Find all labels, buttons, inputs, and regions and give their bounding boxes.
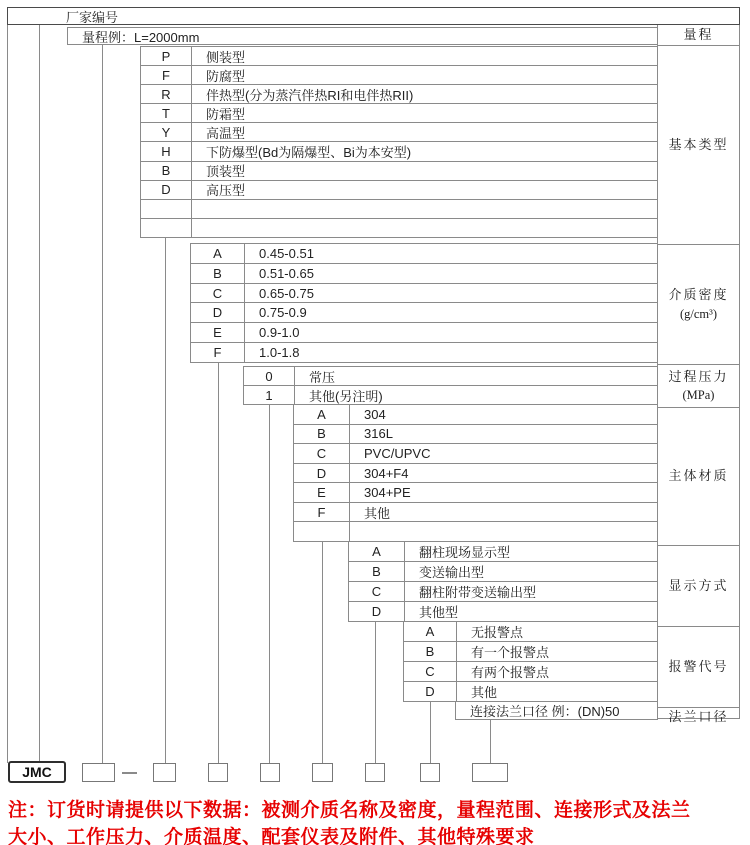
range-example-label: 量程例：L=2000mm [82,29,200,45]
label-display: 显示方式 [658,546,739,627]
material-table-desc-cell: 316L [364,426,393,442]
base-type-table-row [141,142,657,161]
base-type-table-row [141,47,657,66]
model-prefix-label: JMC [22,764,52,780]
material-table-code-cell: C [294,444,350,463]
factory-number-box [7,7,740,25]
flange-size-row-desc-cell: 连接法兰口径 例：(DN)50 [470,704,620,719]
base-type-table-code-cell: T [141,104,192,122]
base-type-table [140,46,658,238]
display-mode-table-desc-cell: 翻柱附带变送输出型 [419,585,537,600]
density-table-code-cell: B [191,264,245,283]
material-table-row [294,444,657,464]
model-field-alarm-box [420,763,440,782]
density-table-desc-cell: 0.45-0.51 [259,245,314,261]
base-type-table-desc-cell: 防腐型 [206,68,246,84]
model-field-base-box [153,763,176,782]
density-table-code-cell: E [191,323,245,342]
display-mode-table-code-cell: C [349,582,405,601]
density-table-desc-cell: 1.0-1.8 [259,345,300,361]
connector-line-display [375,621,376,763]
alarm-code-table-row [404,642,657,662]
density-table-desc-cell: 0.9-1.0 [259,325,300,341]
material-table-code-cell: D [294,464,350,483]
model-field-range-box [82,763,115,782]
display-mode-table-code-cell: D [349,602,405,621]
base-type-table-row [141,123,657,142]
alarm-code-table-code-cell: B [404,642,457,661]
material-table-code-cell [294,522,350,541]
label-density: 介质密度 (g/cm³) [658,245,739,365]
density-table-desc-cell: 0.51-0.65 [259,265,314,281]
display-mode-table [348,541,658,622]
base-type-table-code-cell: D [141,181,192,199]
alarm-code-table-desc-cell: 无报警点 [471,625,524,640]
display-mode-table-desc-cell: 变送输出型 [419,565,485,580]
alarm-code-table-desc-cell: 其他 [471,685,498,700]
connector-line-frame [7,25,8,763]
ordering-note-line1: 注：订货时请提供以下数据：被测介质名称及密度，量程范围、连接形式及法兰 [8,800,691,821]
ordering-note-line2: 大小、工作压力、介质温度、配套仪表及附件、其他特殊要求 [8,827,535,845]
model-field-flange-box [472,763,508,782]
material-table-row [294,464,657,484]
label-pressure: 过程压力 (MPa) [658,365,739,408]
display-mode-table-desc-cell: 其他型 [419,605,459,620]
density-table-desc-cell: 0.65-0.75 [259,285,314,301]
base-type-table-code-cell: B [141,162,192,180]
base-type-table-desc-cell [192,200,657,218]
base-type-table-desc-cell: 高温型 [206,125,246,141]
material-table-code-cell: F [294,503,350,522]
density-table-desc-cell: 0.75-0.9 [259,305,307,321]
base-type-table-row [141,66,657,85]
material-table [293,404,658,542]
dash-separator [122,772,137,774]
label-flange: 法兰口径 [668,708,729,724]
alarm-code-table-code-cell: D [404,682,457,701]
alarm-code-table-desc-cell: 有一个报警点 [471,645,550,660]
density-table-row [191,343,657,362]
label-base-type: 基本类型 [658,46,739,245]
connector-line-range [102,45,103,763]
density-table-code-cell: F [191,343,245,362]
alarm-code-table-code-cell: C [404,662,457,681]
display-mode-table-code-cell: A [349,542,405,561]
density-table-row [191,303,657,323]
base-type-table-row [141,104,657,123]
base-type-table-code-cell [141,219,192,237]
connector-line-alarm [430,701,431,763]
base-type-table-code-cell: Y [141,123,192,141]
pressure-table-code-cell: 1 [244,386,295,404]
base-type-table-row [141,162,657,181]
alarm-code-table-code-cell: A [404,622,457,641]
ordering-note [8,797,748,845]
material-table-desc-cell: 304+PE [364,485,411,501]
density-table-row [191,264,657,284]
model-field-density-box [208,763,228,782]
base-type-table-desc-cell: 高压型 [206,183,246,199]
flange-size-row [455,701,658,720]
material-table-code-cell: E [294,483,350,502]
base-type-table-desc-cell: 顶装型 [206,164,246,180]
connector-line-flange [490,719,491,763]
model-field-material-box [312,763,333,782]
material-table-desc-cell [350,522,657,541]
base-type-table-row [141,181,657,200]
base-type-table-row [141,200,657,219]
density-table-code-cell: C [191,284,245,303]
display-mode-table-desc-cell: 翻柱现场显示型 [419,545,511,560]
material-table-desc-cell: 其他 [364,505,391,521]
display-mode-table-row [349,542,657,562]
connector-line-material [322,541,323,763]
pressure-table-code-cell: 0 [244,367,295,385]
range-example-box [67,27,658,45]
density-table-row [191,323,657,343]
display-mode-table-row [349,562,657,582]
label-material: 主体材质 [658,408,739,546]
base-type-table-code-cell: H [141,142,192,160]
material-table-desc-cell: PVC/UPVC [364,445,431,461]
material-table-desc-cell: 304 [364,406,386,422]
material-table-row [294,425,657,445]
pressure-table-desc-cell: 其他(另注明) [309,388,383,404]
category-label-column [657,25,740,724]
density-table-code-cell: A [191,244,245,263]
material-table-code-cell: A [294,405,350,424]
alarm-code-table-row [404,682,657,701]
base-type-table-code-cell [141,200,192,218]
pressure-table-row [244,367,657,386]
material-table-row [294,483,657,503]
connector-line-pressure [269,404,270,763]
density-table-row [191,244,657,264]
material-table-row [294,405,657,425]
base-type-table-code-cell: P [141,47,192,65]
model-field-display-box [365,763,385,782]
material-table-row [294,522,657,541]
density-table-row [191,284,657,304]
display-mode-table-row [349,582,657,602]
alarm-code-table [403,621,658,702]
base-type-table-desc-cell: 防霜型 [206,106,246,122]
base-type-table-code-cell: F [141,66,192,84]
label-alarm: 报警代号 [658,627,739,708]
base-type-table-desc-cell: 侧装型 [206,49,246,65]
alarm-code-table-row [404,662,657,682]
pressure-table-desc-cell: 常压 [309,369,336,385]
density-table-code-cell: D [191,303,245,322]
model-prefix-box [8,761,66,783]
connector-line-density [218,362,219,763]
connector-line-base [165,237,166,763]
pressure-table [243,366,658,405]
display-mode-table-code-cell: B [349,562,405,581]
base-type-table-desc-cell: 伴热型(分为蒸汽伴热RI和电伴热RII) [206,87,414,103]
model-field-pressure-box [260,763,280,782]
alarm-code-table-desc-cell: 有两个报警点 [471,665,550,680]
base-type-table-code-cell: R [141,85,192,103]
density-table [190,243,658,363]
connector-line-factory [39,25,40,763]
alarm-code-table-row [404,622,657,642]
flange-size-row-row [456,702,657,719]
base-type-table-row [141,85,657,104]
base-type-table-desc-cell [192,219,657,237]
label-range: 量程 [658,25,739,46]
material-table-row [294,503,657,523]
base-type-table-desc-cell: 下防爆型(Bd为隔爆型、Bi为本安型) [206,145,412,161]
material-table-code-cell: B [294,425,350,444]
display-mode-table-row [349,602,657,621]
pressure-table-row [244,386,657,404]
factory-number-label: 厂家编号 [66,9,119,25]
material-table-desc-cell: 304+F4 [364,465,409,481]
base-type-table-row [141,219,657,237]
